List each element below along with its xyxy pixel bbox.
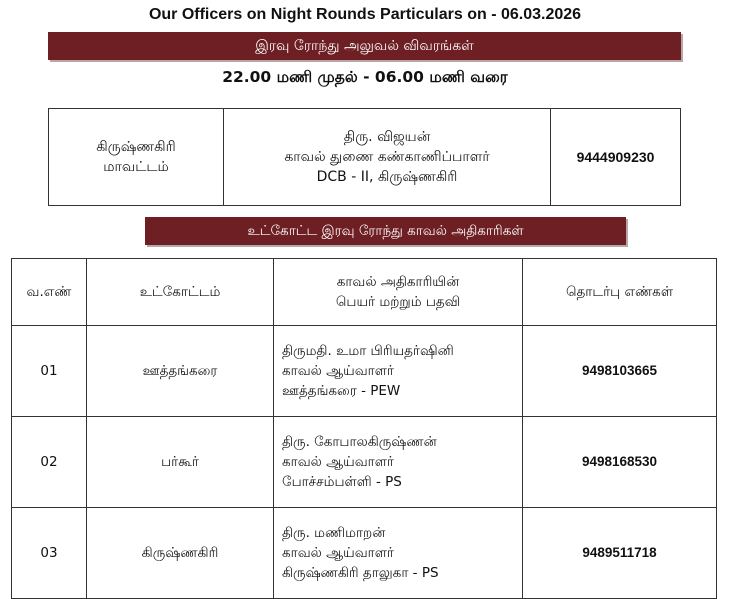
officer-designation: காவல் ஆய்வாளர் — [282, 454, 394, 470]
row-officer — [274, 326, 523, 417]
row-phone: 9498103665 — [523, 326, 717, 417]
header-contact: தொடர்பு எண்கள் — [523, 259, 717, 326]
officer-designation: காவல் ஆய்வாளர் — [282, 363, 394, 379]
header-subdivision: உட்கோட்டம் — [87, 259, 274, 326]
row-officer — [274, 417, 523, 508]
district-area-cell — [49, 109, 224, 206]
district-officer-name: திரு. விஜயன் — [343, 129, 431, 145]
row-subdivision: ஊத்தங்கரை — [87, 326, 274, 417]
district-area-line2: மாவட்டம் — [103, 159, 169, 175]
row-officer — [274, 508, 523, 599]
subdivision-officers-table — [11, 258, 717, 599]
night-rounds-banner: இரவு ரோந்து அலுவல் விவரங்கள் — [48, 32, 681, 60]
header-officer-line2: பெயர் மற்றும் பதவி — [335, 294, 461, 310]
table-row — [12, 326, 717, 417]
district-officer-row — [49, 109, 681, 206]
table-row — [12, 508, 717, 599]
district-officer-table — [48, 108, 681, 206]
row-phone: 9498168530 — [523, 417, 717, 508]
header-serial: வ.எண் — [12, 259, 87, 326]
row-serial: 02 — [12, 417, 87, 508]
timing-text: 22.00 மணி முதல் - 06.00 மணி வரை — [222, 68, 508, 86]
officer-name: திரு. கோபாலகிருஷ்ணன் — [282, 434, 437, 450]
district-officer-unit: DCB - II, கிருஷ்ணகிரி — [316, 169, 458, 185]
row-subdivision: கிருஷ்ணகிரி — [87, 508, 274, 599]
district-phone: 9444909230 — [551, 109, 681, 206]
officer-station: கிருஷ்ணகிரி தாலுகா - PS — [282, 565, 439, 581]
district-area-line1: கிருஷ்ணகிரி — [96, 139, 176, 155]
officer-station: ஊத்தங்கரை - PEW — [282, 383, 401, 399]
district-officer-designation: காவல் துணை கண்காணிப்பாளர் — [284, 149, 490, 165]
row-subdivision: பர்கூர் — [87, 417, 274, 508]
officer-name: திரு. மணிமாறன் — [282, 525, 386, 541]
document-title: Our Officers on Night Rounds Particulars on - 06.03.2026 — [148, 6, 582, 23]
header-officer — [274, 259, 523, 326]
officer-name: திருமதி. உமா பிரியதர்ஷினி — [282, 343, 454, 359]
table-header-row — [12, 259, 717, 326]
row-serial: 01 — [12, 326, 87, 417]
row-serial: 03 — [12, 508, 87, 599]
officer-station: போச்சம்பள்ளி - PS — [282, 474, 402, 490]
header-officer-line1: காவல் அதிகாரியின் — [336, 274, 460, 290]
row-phone: 9489511718 — [523, 508, 717, 599]
officer-designation: காவல் ஆய்வாளர் — [282, 545, 394, 561]
subdivision-officers-banner: உட்கோட்ட இரவு ரோந்து காவல் அதிகாரிகள் — [145, 217, 626, 245]
district-officer-cell — [224, 109, 551, 206]
table-row — [12, 417, 717, 508]
